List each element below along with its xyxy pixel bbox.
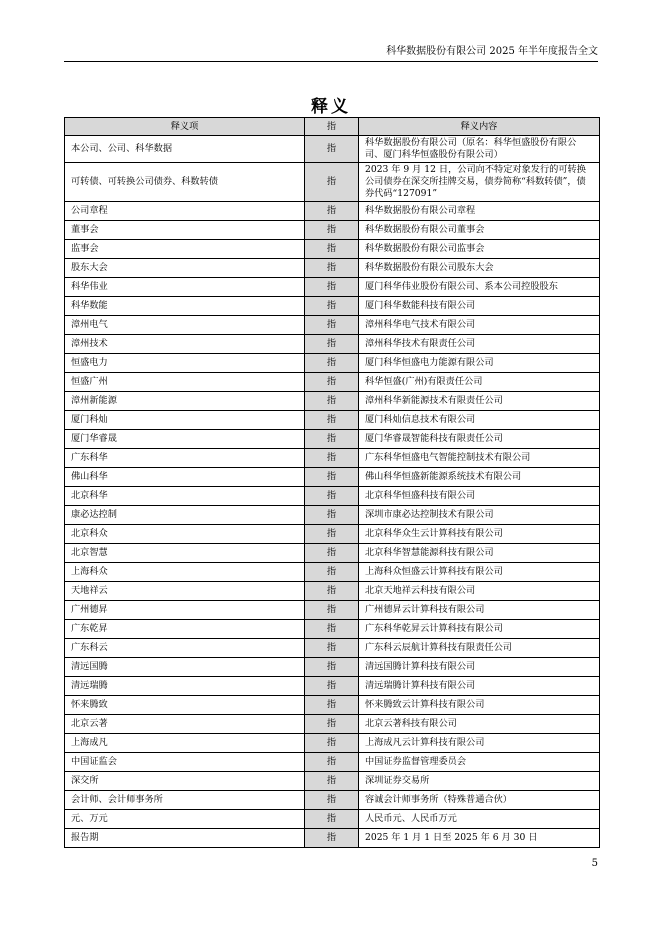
ref-cell: 指 <box>305 373 359 392</box>
table-row <box>65 563 600 582</box>
term-cell: 广东科华 <box>65 449 305 468</box>
definition-cell: 厦门科华恒盛电力能源有限公司 <box>359 354 600 373</box>
definition-cell: 清远瑞腾计算科技有限公司 <box>359 677 600 696</box>
definition-cell: 厦门科灿信息技术有限公司 <box>359 411 600 430</box>
definition-cell: 北京科华智慧能源科技有限公司 <box>359 544 600 563</box>
term-cell: 广东乾昇 <box>65 620 305 639</box>
term-cell: 股东大会 <box>65 259 305 278</box>
column-header-term: 释义项 <box>65 118 305 136</box>
table-row <box>65 658 600 677</box>
definition-cell: 深圳证券交易所 <box>359 772 600 791</box>
definition-cell: 厦门华睿晟智能科技有限责任公司 <box>359 430 600 449</box>
term-cell: 佛山科华 <box>65 468 305 487</box>
definition-cell: 广东科华乾昇云计算科技有限公司 <box>359 620 600 639</box>
term-cell: 上海成凡 <box>65 734 305 753</box>
definition-cell: 科华数据股份有限公司股东大会 <box>359 259 600 278</box>
column-header-ref: 指 <box>305 118 359 136</box>
definition-cell: 深圳市康必达控制技术有限公司 <box>359 506 600 525</box>
ref-cell: 指 <box>305 696 359 715</box>
ref-cell: 指 <box>305 487 359 506</box>
ref-cell: 指 <box>305 354 359 373</box>
ref-cell: 指 <box>305 430 359 449</box>
term-cell: 广州德昇 <box>65 601 305 620</box>
definition-cell: 科华数据股份有限公司（原名：科华恒盛股份有限公司、厦门科华恒盛股份有限公司） <box>359 136 600 163</box>
definition-cell: 上海科众恒盛云计算科技有限公司 <box>359 563 600 582</box>
ref-cell: 指 <box>305 163 359 202</box>
table-row <box>65 221 600 240</box>
ref-cell: 指 <box>305 658 359 677</box>
term-cell: 中国证监会 <box>65 753 305 772</box>
term-cell: 怀来腾致 <box>65 696 305 715</box>
table-row <box>65 544 600 563</box>
table-row <box>65 582 600 601</box>
column-header-definition: 释义内容 <box>359 118 600 136</box>
table-row <box>65 163 600 202</box>
table-row <box>65 335 600 354</box>
term-cell: 报告期 <box>65 829 305 848</box>
table-row <box>65 753 600 772</box>
ref-cell: 指 <box>305 468 359 487</box>
table-row <box>65 202 600 221</box>
definition-cell: 广州德昇云计算科技有限公司 <box>359 601 600 620</box>
ref-cell: 指 <box>305 620 359 639</box>
table-row <box>65 734 600 753</box>
ref-cell: 指 <box>305 221 359 240</box>
ref-cell: 指 <box>305 259 359 278</box>
term-cell: 北京科华 <box>65 487 305 506</box>
term-cell: 恒盛电力 <box>65 354 305 373</box>
table-row <box>65 278 600 297</box>
term-cell: 元、万元 <box>65 810 305 829</box>
definitions-table-body <box>65 136 600 848</box>
table-row <box>65 354 600 373</box>
term-cell: 漳州新能源 <box>65 392 305 411</box>
term-cell: 深交所 <box>65 772 305 791</box>
ref-cell: 指 <box>305 202 359 221</box>
ref-cell: 指 <box>305 525 359 544</box>
term-cell: 厦门华睿晟 <box>65 430 305 449</box>
table-row <box>65 525 600 544</box>
table-row <box>65 620 600 639</box>
term-cell: 上海科众 <box>65 563 305 582</box>
table-row <box>65 715 600 734</box>
definition-cell: 漳州科华技术有限责任公司 <box>359 335 600 354</box>
term-cell: 北京科众 <box>65 525 305 544</box>
term-cell: 漳州电气 <box>65 316 305 335</box>
table-row <box>65 468 600 487</box>
term-cell: 公司章程 <box>65 202 305 221</box>
definition-cell: 广东科华恒盛电气智能控制技术有限公司 <box>359 449 600 468</box>
ref-cell: 指 <box>305 582 359 601</box>
table-row <box>65 487 600 506</box>
ref-cell: 指 <box>305 772 359 791</box>
definition-cell: 2023 年 9 月 12 日，公司向不特定对象发行的可转换公司债券在深交所挂牌交易，债券简称“科数转债”，债券代码“127091” <box>359 163 600 202</box>
ref-cell: 指 <box>305 316 359 335</box>
ref-cell: 指 <box>305 677 359 696</box>
term-cell: 清远瑞腾 <box>65 677 305 696</box>
term-cell: 恒盛广州 <box>65 373 305 392</box>
term-cell: 科华数能 <box>65 297 305 316</box>
definition-cell: 广东科云辰航计算科技有限责任公司 <box>359 639 600 658</box>
ref-cell: 指 <box>305 715 359 734</box>
term-cell: 可转债、可转换公司债券、科数转债 <box>65 163 305 202</box>
ref-cell: 指 <box>305 506 359 525</box>
table-row <box>65 791 600 810</box>
table-row <box>65 677 600 696</box>
definition-cell: 漳州科华电气技术有限公司 <box>359 316 600 335</box>
ref-cell: 指 <box>305 753 359 772</box>
ref-cell: 指 <box>305 791 359 810</box>
ref-cell: 指 <box>305 639 359 658</box>
definition-cell: 佛山科华恒盛新能源系统技术有限公司 <box>359 468 600 487</box>
definition-cell: 容诚会计师事务所（特殊普通合伙） <box>359 791 600 810</box>
definition-cell: 科华数据股份有限公司监事会 <box>359 240 600 259</box>
page-number: 5 <box>591 858 598 869</box>
table-row <box>65 411 600 430</box>
term-cell: 科华伟业 <box>65 278 305 297</box>
page-header <box>64 44 598 62</box>
table-row <box>65 829 600 848</box>
ref-cell: 指 <box>305 829 359 848</box>
ref-cell: 指 <box>305 411 359 430</box>
term-cell: 北京智慧 <box>65 544 305 563</box>
definition-cell: 北京科华恒盛科技有限公司 <box>359 487 600 506</box>
definition-cell: 北京科华众生云计算科技有限公司 <box>359 525 600 544</box>
term-cell: 北京云著 <box>65 715 305 734</box>
definitions-table <box>64 117 600 848</box>
definition-cell: 中国证券监督管理委员会 <box>359 753 600 772</box>
table-row <box>65 316 600 335</box>
ref-cell: 指 <box>305 136 359 163</box>
table-row <box>65 696 600 715</box>
table-row <box>65 297 600 316</box>
table-row <box>65 601 600 620</box>
table-row <box>65 259 600 278</box>
definition-cell: 怀来腾致云计算科技有限公司 <box>359 696 600 715</box>
definition-cell: 科华恒盛(广州)有限责任公司 <box>359 373 600 392</box>
ref-cell: 指 <box>305 810 359 829</box>
table-row <box>65 373 600 392</box>
table-row <box>65 449 600 468</box>
definition-cell: 北京云著科技有限公司 <box>359 715 600 734</box>
term-cell: 本公司、公司、科华数据 <box>65 136 305 163</box>
table-row <box>65 810 600 829</box>
table-row <box>65 506 600 525</box>
ref-cell: 指 <box>305 335 359 354</box>
term-cell: 广东科云 <box>65 639 305 658</box>
term-cell: 康必达控制 <box>65 506 305 525</box>
definition-cell: 厦门科华数能科技有限公司 <box>359 297 600 316</box>
term-cell: 董事会 <box>65 221 305 240</box>
ref-cell: 指 <box>305 734 359 753</box>
table-row <box>65 639 600 658</box>
definition-cell: 北京天地祥云科技有限公司 <box>359 582 600 601</box>
ref-cell: 指 <box>305 563 359 582</box>
term-cell: 厦门科灿 <box>65 411 305 430</box>
ref-cell: 指 <box>305 449 359 468</box>
definition-cell: 厦门科华伟业股份有限公司、系本公司控股股东 <box>359 278 600 297</box>
table-row <box>65 136 600 163</box>
definition-cell: 人民币元、人民币万元 <box>359 810 600 829</box>
term-cell: 监事会 <box>65 240 305 259</box>
ref-cell: 指 <box>305 601 359 620</box>
definition-cell: 漳州科华新能源技术有限责任公司 <box>359 392 600 411</box>
term-cell: 清远国腾 <box>65 658 305 677</box>
ref-cell: 指 <box>305 240 359 259</box>
page-title: 释义 <box>311 97 351 117</box>
definition-cell: 上海成凡云计算科技有限公司 <box>359 734 600 753</box>
ref-cell: 指 <box>305 544 359 563</box>
definition-cell: 清远国腾计算科技有限公司 <box>359 658 600 677</box>
term-cell: 会计师、会计师事务所 <box>65 791 305 810</box>
table-header-row <box>65 118 600 136</box>
ref-cell: 指 <box>305 297 359 316</box>
table-row <box>65 772 600 791</box>
term-cell: 漳州技术 <box>65 335 305 354</box>
term-cell: 天地祥云 <box>65 582 305 601</box>
definition-cell: 科华数据股份有限公司章程 <box>359 202 600 221</box>
definition-cell: 科华数据股份有限公司董事会 <box>359 221 600 240</box>
table-row <box>65 430 600 449</box>
table-row <box>65 240 600 259</box>
ref-cell: 指 <box>305 392 359 411</box>
definition-cell: 2025 年 1 月 1 日至 2025 年 6 月 30 日 <box>359 829 600 848</box>
ref-cell: 指 <box>305 278 359 297</box>
table-row <box>65 392 600 411</box>
header-text: 科华数据股份有限公司 2025 年半年度报告全文 <box>386 46 598 57</box>
